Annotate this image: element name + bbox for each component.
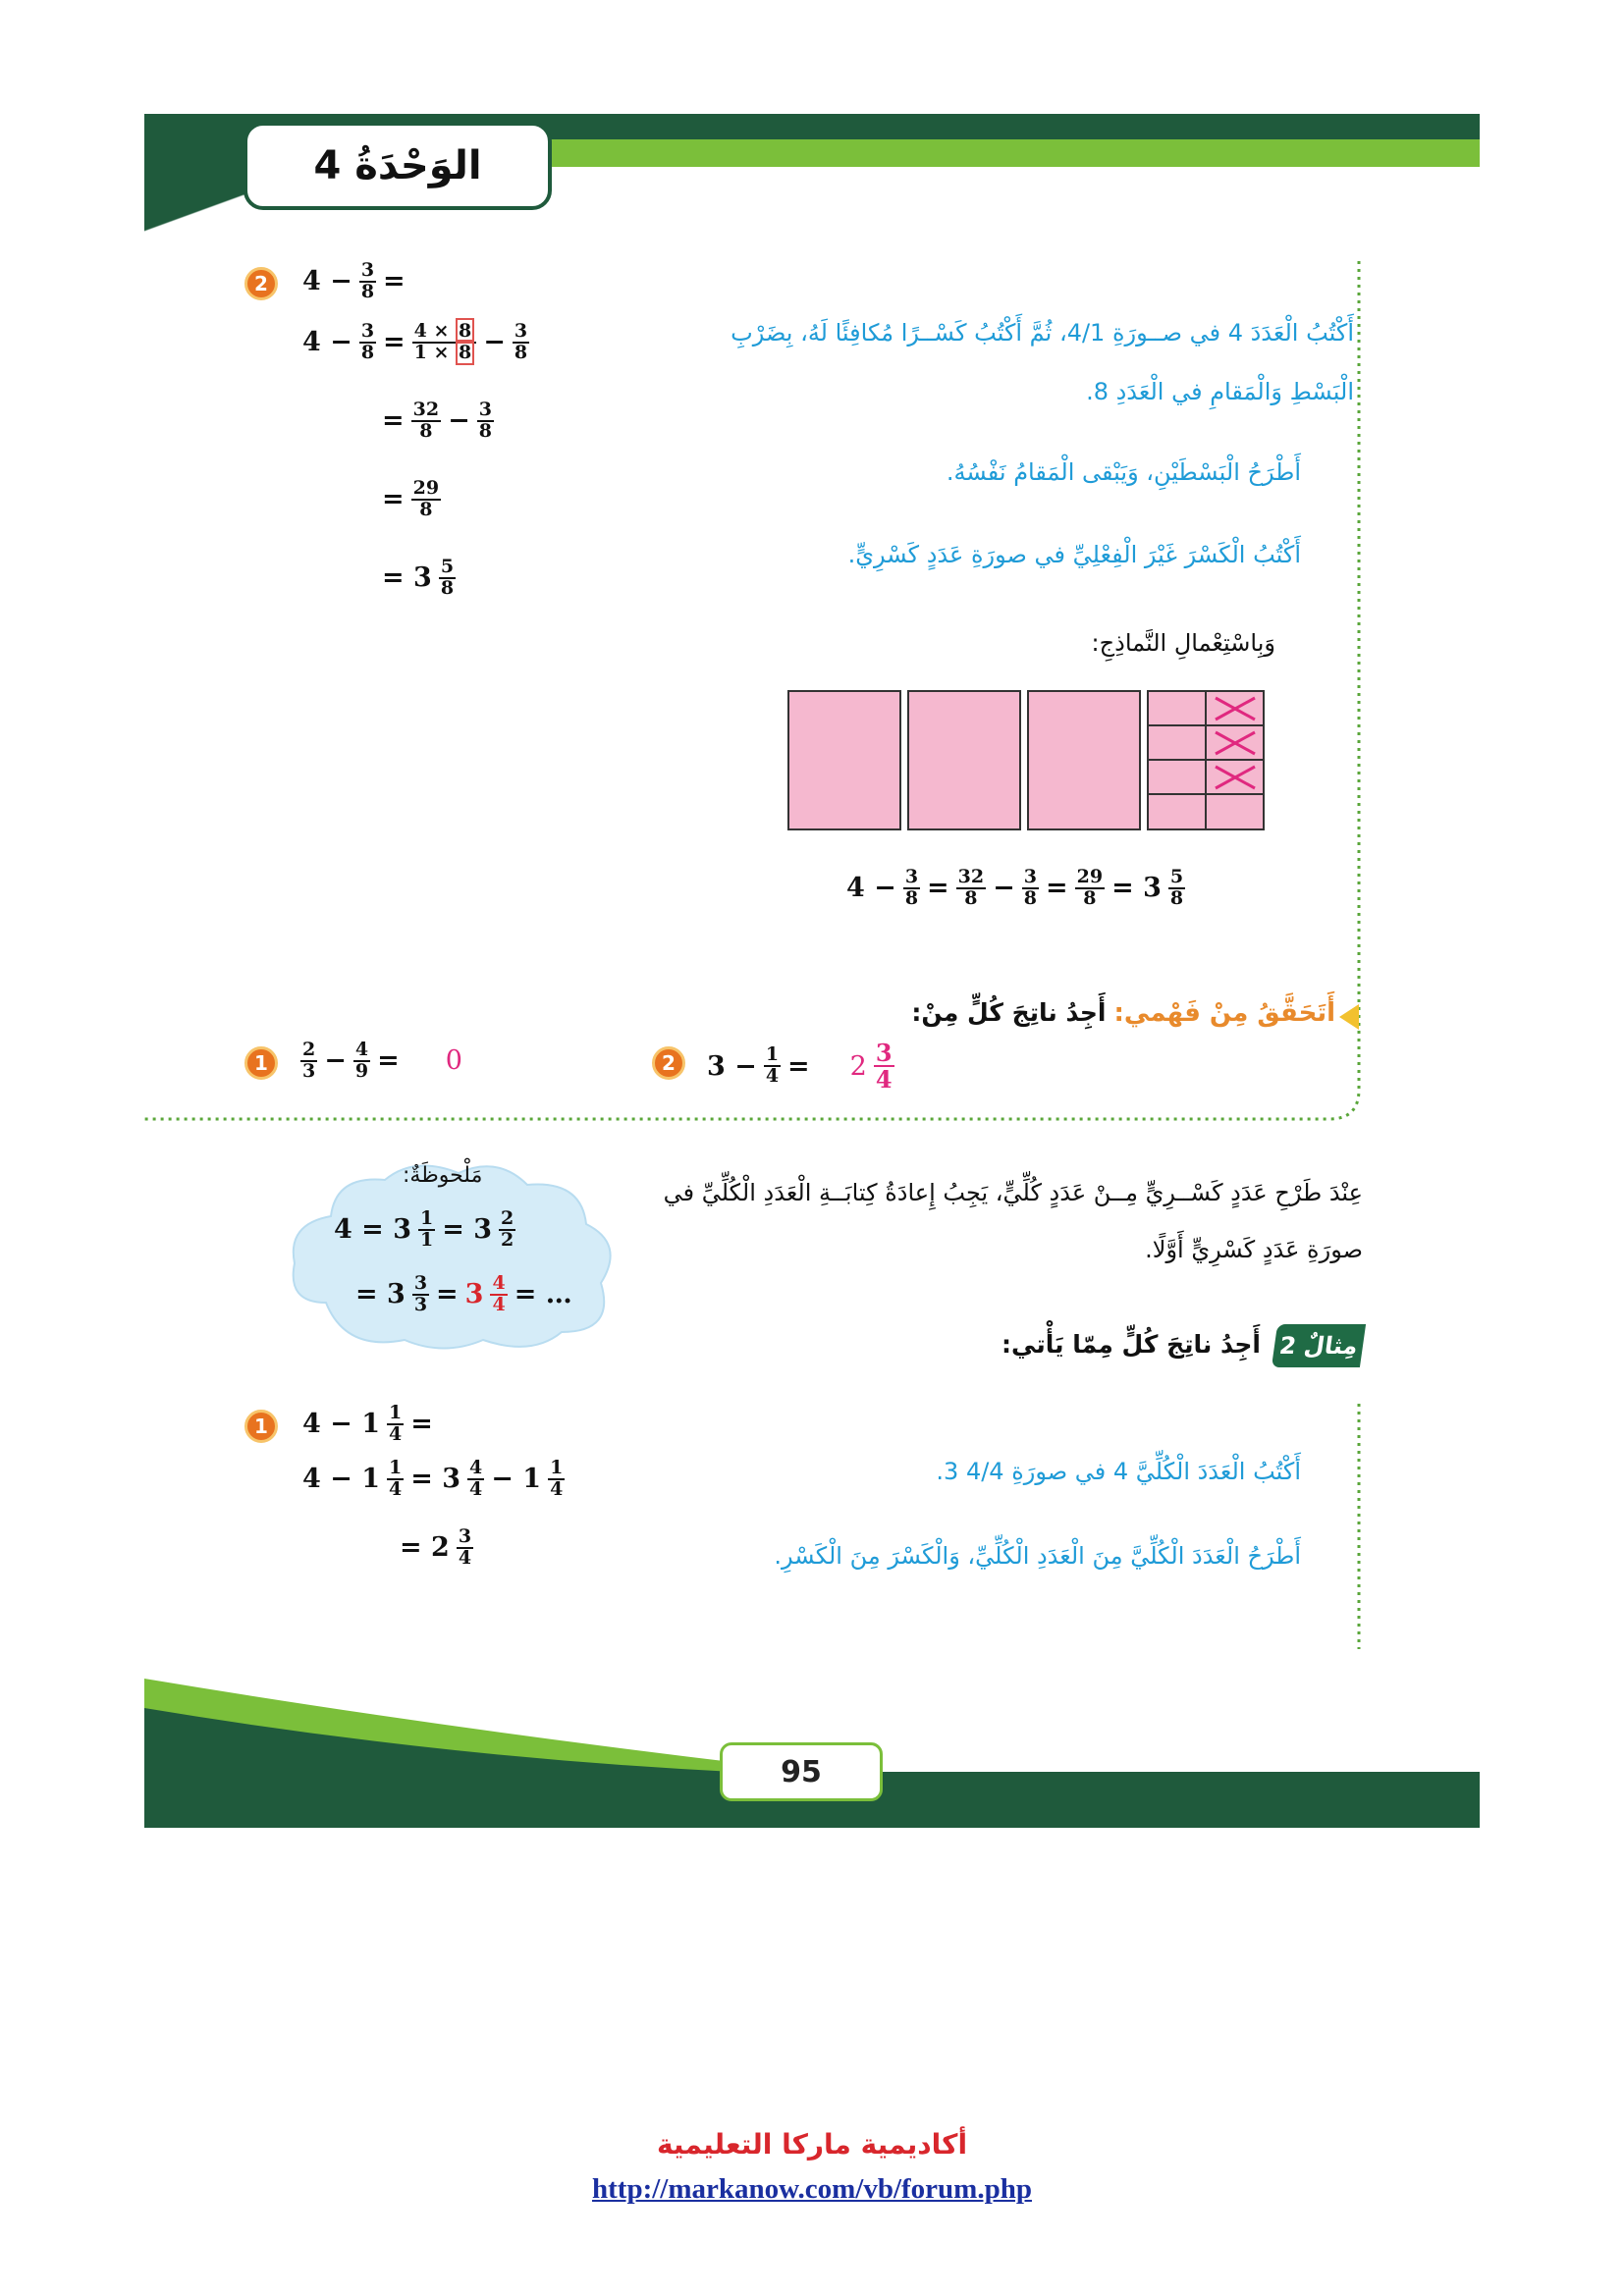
fraction-model: [787, 690, 1269, 830]
step-3-text: أَكْتُبُ الْكَسْرَ غَيْرَ الْفِعْلِيِّ في صورَةِ عَدَدٍ كَسْرِيٍّ.: [847, 541, 1301, 568]
check-item-1-badge: 1: [244, 1046, 278, 1080]
model-eighths: [1147, 690, 1265, 830]
site-url-link[interactable]: http://markanow.com/vb/forum.php: [592, 2173, 1032, 2205]
example-2-heading: أَجِدُ ناتِجَ كُلٍّ مِمّا يَأْتي:: [1001, 1330, 1261, 1359]
example-2-expression: 4 − 1 $\frac{1}{4}$ =: [302, 1402, 433, 1445]
page-number: 95: [720, 1742, 883, 1801]
example-2-step-1: 4 − 1 $\frac{1}{4}$ = 3 $\frac{4}{4}$ − 1 $\frac{1}{4}$: [302, 1457, 564, 1500]
check-item-1-answer: 0: [445, 1045, 462, 1077]
check-text: أَجِدُ ناتِجَ كُلٍّ مِنْ:: [911, 998, 1107, 1027]
check-arrow-icon: [1339, 1004, 1359, 1030]
solution-step-1: 4 − $\frac{3}{8}$ = $\frac{4 \times 8}{1 \times 8}$ − $\frac{3}{8}$: [302, 320, 528, 363]
rule-line-2: صورَةِ عَدَدٍ كَسْرِيٍّ أَوَّلًا.: [1145, 1236, 1363, 1263]
example-2-step-2: = 2 $\frac{3}{4}$: [400, 1525, 472, 1569]
note-line-2: = 3 $\frac{3}{3}$ = 3 $\frac{4}{4}$ = …: [355, 1272, 572, 1315]
example-2-badge: 1: [244, 1410, 278, 1443]
answer-denominator: 4: [875, 1065, 893, 1095]
header-green-strip: [550, 139, 1480, 167]
problem-number-badge: 2: [244, 267, 278, 300]
step-1-line-1: أَكْتُبُ الْعَدَدَ 4 في صــورَةِ 4/1، ثُمَّ أَكْتُبُ كَسْــرًا مُكافِئًا لَهُ، بِضَرْبِ: [731, 319, 1354, 347]
model-whole-3: [1027, 690, 1141, 830]
note-line-1: 4 = 3 $\frac{1}{1}$ = 3 $\frac{2}{2}$: [334, 1207, 514, 1251]
check-item-1-expression: $\frac{2}{3}$ − $\frac{4}{9}$ = 0: [302, 1039, 462, 1082]
models-label: وَبِاسْتِعْمالِ النَّماذِجِ:: [1091, 629, 1275, 657]
problem-expression: 4 − $\frac{3}{8}$ =: [302, 259, 406, 302]
rule-line-1: عِنْدَ طَرْحِ عَدَدٍ كَسْــرِيٍّ مِــنْ عَدَدٍ كُلِّيٍّ، يَجِبُ إِعادَةُ كِتابَــةِ الْعَدَدِ الْكُلِّيِّ في: [663, 1179, 1363, 1206]
model-equation: 4 − $\frac{3}{8}$ = $\frac{32}{8}$ − $\frac{3}{8}$ = $\frac{29}{8}$ = 3 $\frac{5}{8}$: [846, 866, 1184, 909]
note-title: مَلْحوظَةٌ:: [403, 1163, 483, 1188]
check-item-2-expression: 3 − $\frac{1}{4}$ = 2 $\frac{3}{4}$: [707, 1039, 893, 1095]
model-whole-1: [787, 690, 901, 830]
check-label: أَتَحَقَّقُ مِنْ فَهْمي:: [1113, 998, 1335, 1028]
check-item-2-answer-whole: 2: [849, 1050, 867, 1082]
example-tag: مِثالٌ 2: [1272, 1324, 1366, 1367]
answer-numerator: 3: [875, 1039, 893, 1067]
example-2-step-1-text: أَكْتُبُ الْعَدَدَ الْكُلِّيَّ 4 في صورَةِ 4/4 3.: [936, 1458, 1301, 1485]
solution-step-4: = 3 $\frac{5}{8}$: [382, 556, 455, 599]
solution-step-2: = $\frac{32}{8}$ − $\frac{3}{8}$: [382, 399, 492, 442]
model-whole-2: [907, 690, 1021, 830]
site-name: أكاديمية ماركا التعليمية: [656, 2128, 968, 2161]
check-item-2-badge: 2: [652, 1046, 685, 1080]
unit-title: الوَحْدَةُ 4: [244, 122, 552, 210]
step-2-text: أَطْرَحُ الْبَسْطَيْنِ، وَيَبْقى الْمَقامُ نَفْسُهُ.: [946, 458, 1301, 486]
step-1-line-2: الْبَسْطِ وَالْمَقامِ في الْعَدَدِ 8.: [1086, 378, 1354, 405]
solution-step-3: = $\frac{29}{8}$: [382, 477, 440, 520]
check-heading: [911, 993, 1335, 1033]
check-item-2-answer-fraction: [874, 1039, 894, 1095]
example-2-step-2-text: أَطْرَحُ الْعَدَدَ الْكُلِّيَّ مِنَ الْعَدَدِ الْكُلِّيِّ، وَالْكَسْرَ مِنَ الْكَسْرِ.: [774, 1542, 1301, 1570]
